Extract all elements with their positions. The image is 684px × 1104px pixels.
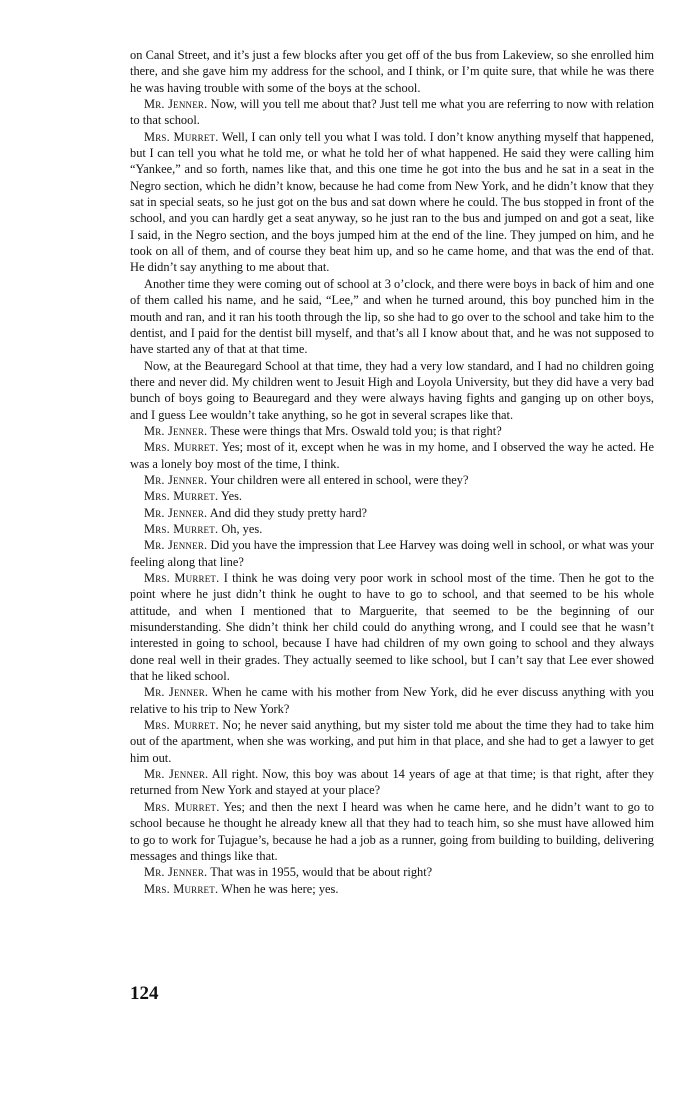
paragraph-text: When he was here; yes. bbox=[218, 881, 339, 896]
transcript-paragraph bbox=[130, 47, 654, 96]
transcript-paragraph bbox=[130, 717, 654, 766]
speaker-name: Mr. Jenner. bbox=[144, 97, 208, 112]
paragraph-text: Oh, yes. bbox=[218, 521, 263, 536]
transcript-paragraph bbox=[130, 276, 654, 358]
speaker-name: Mr. Jenner. bbox=[144, 505, 208, 520]
transcript-paragraph bbox=[130, 799, 654, 864]
speaker-name: Mr. Jenner. bbox=[144, 685, 209, 700]
speaker-name: Mrs. Murret. bbox=[144, 440, 219, 455]
paragraph-text: When he came with his mother from New York, did he ever discuss anything with you relative to his trip to New York? bbox=[130, 685, 654, 716]
paragraph-text: Yes; and then the next I heard was when he came here, and he didn’t want to go to school because he thought he already knew all that they had to teach him, so she must have allowed him to go to work for Tujague’s, because he had a job as a runner, going from building to building, delivering messages and things like that. bbox=[130, 799, 654, 863]
transcript-paragraph bbox=[130, 684, 654, 717]
transcript-paragraph bbox=[130, 505, 654, 521]
speaker-name: Mrs. Murret. bbox=[144, 881, 219, 896]
speaker-name: Mr. Jenner. bbox=[144, 472, 208, 487]
paragraph-text: Well, I can only tell you what I was told. I don’t know anything myself that happened, but I can tell you what he told me, or what he told her of what happened. He said they were calling him “Yankee,” and so forth, names like that, and this one time he got into the bus and he sat in a seat in the Negro section, which he didn’t know, because he had come from New York, and he didn’t know that they sat in special seats, so he just got on the bus and sat down where he could. The bus stopped in front of the school, and you can hardly get a seat anyway, so he just ran to the bus and jumped on and got a seat, like I said, in the Negro section, and the boys jumped him at the end of the line. They jumped on him, and he took on all of them, and of course they beat him up, and so he came home, and that was the end of that. He didn’t say anything to me about that. bbox=[130, 129, 654, 275]
transcript-paragraph bbox=[130, 766, 654, 799]
transcript-paragraph bbox=[130, 358, 654, 423]
transcript-paragraph bbox=[130, 472, 654, 488]
transcript-paragraph bbox=[130, 881, 654, 897]
paragraph-text: Your children were all entered in school, were they? bbox=[207, 472, 469, 487]
speaker-name: Mrs. Murret. bbox=[144, 129, 219, 144]
speaker-name: Mrs. Murret. bbox=[144, 571, 220, 585]
paragraph-text: These were things that Mrs. Oswald told you; is that right? bbox=[207, 423, 502, 438]
paragraph-text: Yes; most of it, except when he was in my home, and I observed the way he acted. He was a lonely boy most of the time, I think. bbox=[130, 440, 654, 471]
paragraph-text: Yes. bbox=[218, 489, 243, 504]
paragraph-text: Now, at the Beauregard School at that time, they had a very low standard, and I had no children going there and never did. My children went to Jesuit High and Loyola University, but they did have a very bad bunch of boys going to Beauregard and they were always having fights and ganging up on other boys, and I guess Lee wouldn’t take anything, so he got in several scrapes like that. bbox=[130, 358, 654, 422]
speaker-name: Mr. Jenner. bbox=[144, 865, 208, 880]
paragraph-text: on Canal Street, and it’s just a few blocks after you get off of the bus from Lakeview, so she enrolled him there, and she gave him my address for the school, and I think, or I’m quite sure, that while he was there he was having trouble with some of the boys at the school. bbox=[130, 48, 654, 95]
paragraph-text: And did they study pretty hard? bbox=[207, 505, 368, 520]
transcript-paragraph bbox=[130, 537, 654, 570]
transcript-paragraph bbox=[130, 864, 654, 880]
paragraph-text: Did you have the impression that Lee Harvey was doing well in school, or what was your feeling along that line? bbox=[130, 538, 654, 569]
transcript-body bbox=[130, 47, 654, 897]
speaker-name: Mrs. Murret. bbox=[144, 521, 219, 536]
page-number: 124 bbox=[130, 983, 159, 1004]
speaker-name: Mr. Jenner. bbox=[144, 767, 209, 782]
speaker-name: Mr. Jenner. bbox=[144, 423, 208, 438]
paragraph-text: All right. Now, this boy was about 14 years of age at that time; is that right, after they returned from New York and stayed at your place? bbox=[130, 767, 654, 798]
speaker-name: Mrs. Murret. bbox=[144, 489, 219, 504]
transcript-paragraph bbox=[130, 96, 654, 129]
paragraph-text: I think he was doing very poor work in school most of the time. Then he got to the point where he just didn’t think he ought to have to go to school, and that seemed to be his whole attitude, and when I mentioned that to Marguerite, that seemed to be the beginning of our misunderstanding. She didn’t think her child could do anything wrong, and I could see that he wasn’t interested in going to school, because I have had children of my own going to school and they always done real well in their grades. They actually seemed to like school, but I can’t say that Lee ever showed that he liked school. bbox=[130, 571, 654, 684]
transcript-paragraph bbox=[130, 521, 654, 537]
speaker-name: Mrs. Murret. bbox=[144, 718, 219, 733]
paragraph-text: Now, will you tell me about that? Just tell me what you are referring to now with relation to that school. bbox=[130, 97, 654, 128]
transcript-paragraph bbox=[130, 488, 654, 504]
speaker-name: Mr. Jenner. bbox=[144, 538, 208, 553]
paragraph-text: Another time they were coming out of school at 3 o’clock, and there were boys in back of him and one of them called his name, and he said, “Lee,” and when he turned around, this boy punched him in the mouth and ran, and it ran his tooth through the lip, so she had to go over to the school and take him to the dentist, and I paid for the dentist bill myself, and that’s all I know about that, and he was not supposed to have started any of that at that time. bbox=[130, 276, 654, 357]
paragraph-text: That was in 1955, would that be about right? bbox=[207, 865, 433, 880]
transcript-paragraph bbox=[130, 423, 654, 439]
paragraph-text: No; he never said anything, but my sister told me about the time they had to take him out of the apartment, when she was working, and put him in that place, and she had to get a lawyer to get him out. bbox=[130, 718, 654, 765]
transcript-paragraph bbox=[130, 570, 654, 684]
transcript-paragraph bbox=[130, 439, 654, 472]
speaker-name: Mrs. Murret. bbox=[144, 799, 220, 814]
transcript-paragraph bbox=[130, 129, 654, 276]
